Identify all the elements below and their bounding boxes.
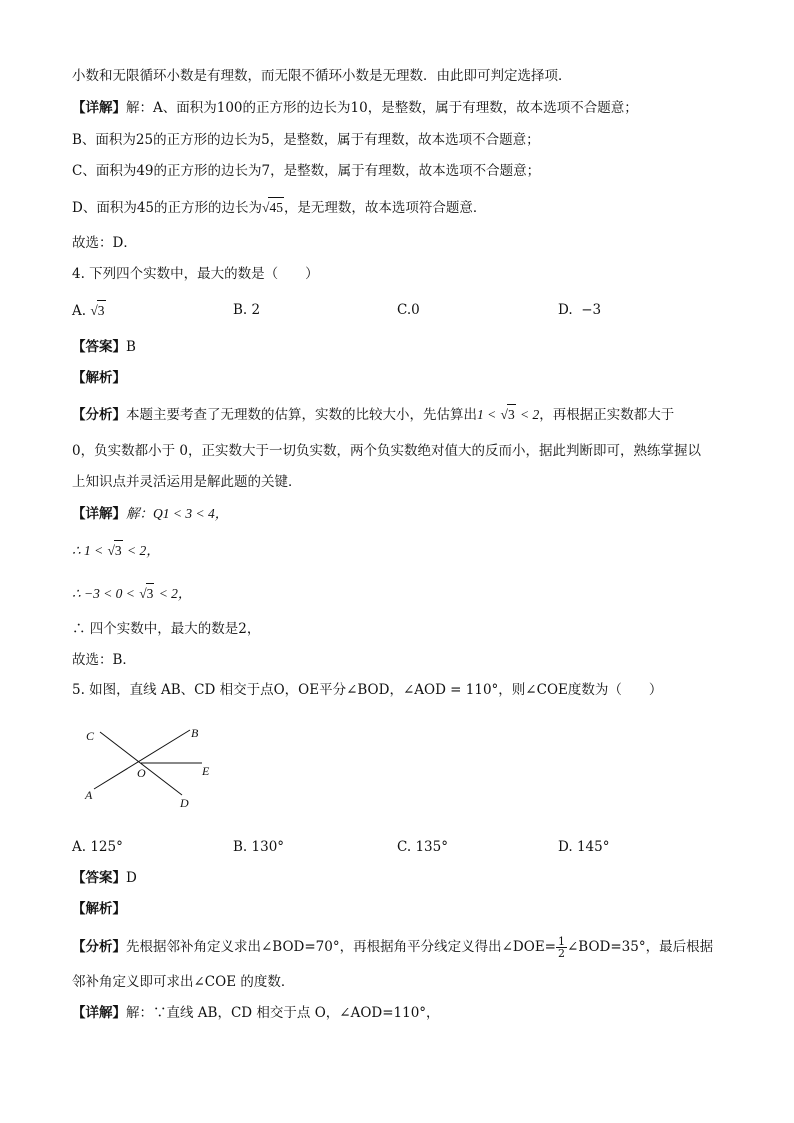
q5-fenxi-line-2: 邻补角定义即可求出∠COE 的度数． xyxy=(72,974,295,990)
q5-option-a-letter: A. xyxy=(72,839,87,855)
q4-detail-line-4: ∴ 四个实数中，最大的数是2， xyxy=(72,621,261,637)
q3-detail-a-text: 解：A、面积为100的正方形的边长为10，是整数，属于有理数，故本选项不合题意； xyxy=(126,100,638,116)
label-e: E xyxy=(202,764,210,778)
q5-detail-line-1 xyxy=(72,1003,440,1023)
q4-option-b xyxy=(233,300,260,320)
q4-detail-line-1 xyxy=(72,504,228,524)
detail-tag: 【详解】 xyxy=(72,506,126,522)
q4-option-b-letter: B. xyxy=(233,302,248,318)
detail-tag: 【详解】 xyxy=(72,100,126,116)
q4-choose-text: 故选：B． xyxy=(72,652,136,668)
fraction-one-half xyxy=(556,936,567,959)
q4-fenxi-1-math-b: < 2 xyxy=(520,407,540,422)
label-b: B xyxy=(191,726,199,740)
q5-fenxi-line-1 xyxy=(72,936,713,959)
sqrt-sign-icon: √ xyxy=(262,200,270,215)
q3-detail-line-a xyxy=(72,98,638,118)
q5-stem: 5. 如图，直线 AB、CD 相交于点O，OE平分∠BOD，∠AOD = 110°，则∠COE度数为（ ） xyxy=(72,682,663,698)
q5-option-b-letter: B. xyxy=(233,839,248,855)
sqrt-sign-icon: √ xyxy=(139,586,147,601)
q5-option-c xyxy=(397,837,448,857)
q5-option-d xyxy=(558,837,609,857)
q4-option-c-letter: C. xyxy=(397,302,412,318)
q5-fenxi-1-pre: 先根据邻补角定义求出∠BOD=70°，再根据角平分线定义得出∠DOE= xyxy=(126,939,556,955)
label-a: A xyxy=(85,788,93,802)
fraction-numerator: 1 xyxy=(557,935,565,948)
q4-fenxi-line-3: 上知识点并灵活运用是解此题的关键． xyxy=(72,474,302,490)
q3-detail-d-post: ，是无理数，故本选项符合题意． xyxy=(283,200,487,216)
q5-detail-1-text: 解：∵直线 AB，CD 相交于点 O，∠AOD=110°， xyxy=(126,1005,440,1021)
q4-detail-2-b: < 2， xyxy=(126,543,160,558)
q5-geometry-figure xyxy=(78,722,238,822)
q5-option-c-value: 135° xyxy=(415,839,448,855)
q4-detail-3-radicand: 3 xyxy=(146,583,155,604)
q4-stem: 4. 下列四个实数中，最大的数是（ ） xyxy=(72,266,319,282)
q4-fenxi-1-math-a: 1 < xyxy=(477,407,497,422)
q4-fenxi-1-radicand: 3 xyxy=(507,404,516,425)
q3-detail-line-b: B、面积为25的正方形的边长为5，是整数，属于有理数，故本选项不合题意； xyxy=(72,132,540,148)
q4-detail-2-a: ∴ 1 < xyxy=(72,543,104,558)
q5-option-a xyxy=(72,837,123,857)
q5-option-d-value: 145° xyxy=(576,839,610,855)
q4-option-b-value: 2 xyxy=(251,302,261,318)
q4-detail-1-text: 解：Q1 < 3 < 4， xyxy=(126,506,229,521)
q3-detail-line-c: C、面积为49的正方形的边长为7，是整数，属于有理数，故本选项不合题意； xyxy=(72,163,541,179)
q5-option-b-value: 130° xyxy=(251,839,285,855)
detail-tag: 【详解】 xyxy=(72,1005,126,1021)
q4-detail-line-2 xyxy=(72,540,160,561)
q4-option-a-letter: A. xyxy=(72,303,87,319)
q5-option-c-letter: C. xyxy=(397,839,412,855)
label-c: C xyxy=(86,729,95,743)
q4-option-d-letter: D. xyxy=(558,302,573,318)
q4-fenxi-1-pre: 本题主要考查了无理数的估算，实数的比较大小，先估算出 xyxy=(126,407,477,423)
fenxi-tag: 【分析】 xyxy=(72,407,126,423)
sqrt-sign-icon: √ xyxy=(90,303,98,318)
q4-detail-3-b: < 2， xyxy=(158,586,192,601)
q5-answer-line xyxy=(72,868,137,888)
q5-option-b xyxy=(233,837,284,857)
q3-detail-line-d xyxy=(72,197,486,218)
q4-option-a-value: 3 xyxy=(97,300,106,321)
q4-fenxi-line-1 xyxy=(72,404,674,425)
q4-answer-line xyxy=(72,337,136,357)
fraction-denominator: 2 xyxy=(557,947,565,960)
q3-choose-text: 故选：D． xyxy=(72,235,137,251)
sqrt-sign-icon: √ xyxy=(500,407,508,422)
q5-answer-value: D xyxy=(126,870,137,886)
q4-detail-2-radicand: 3 xyxy=(114,540,123,561)
q5-option-d-letter: D. xyxy=(558,839,573,855)
answer-tag: 【答案】 xyxy=(72,339,126,355)
q4-option-d-value: −3 xyxy=(581,302,602,318)
q4-answer-value: B xyxy=(126,339,136,355)
q5-option-a-value: 125° xyxy=(90,839,123,855)
fenxi-tag: 【分析】 xyxy=(72,939,126,955)
q4-detail-3-a: ∴ −3 < 0 < xyxy=(72,586,135,601)
q4-detail-line-3 xyxy=(72,583,191,604)
q4-fenxi-line-2: 0，负实数都小于 0，正实数大于一切负实数，两个负实数绝对值大的反而小，据此判断即可，熟练掌握以 xyxy=(72,443,701,459)
answer-tag: 【答案】 xyxy=(72,870,126,886)
q4-option-c xyxy=(397,300,420,320)
q4-option-c-value: 0 xyxy=(411,302,420,318)
label-d: D xyxy=(180,796,189,810)
q4-option-a xyxy=(72,300,106,321)
label-o: O xyxy=(137,766,146,780)
q4-analysis-tag: 【解析】 xyxy=(72,370,126,386)
sqrt-sign-icon: √ xyxy=(107,543,115,558)
q4-option-d xyxy=(558,300,601,320)
q5-fenxi-1-post: ∠BOD=35°，最后根据 xyxy=(566,939,714,955)
q5-analysis-tag: 【解析】 xyxy=(72,901,126,917)
q3-intro-text: 小数和无限循环小数是有理数，而无限不循环小数是无理数．由此即可判定选择项． xyxy=(72,68,572,84)
q3-detail-d-pre: D、面积为45的正方形的边长为 xyxy=(72,200,263,216)
q4-fenxi-1-post: ，再根据正实数都大于 xyxy=(539,407,675,423)
q3-detail-d-radicand: 45 xyxy=(268,197,284,218)
